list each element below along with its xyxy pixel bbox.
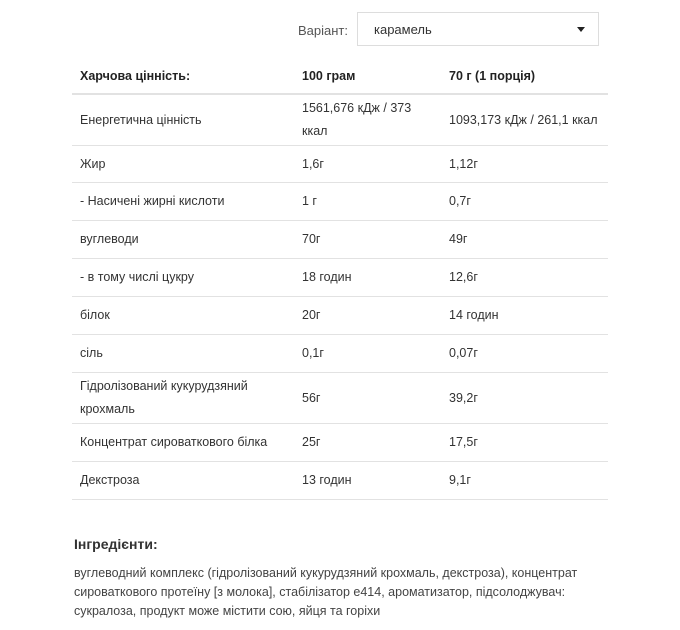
header-per-portion: 70 г (1 порція) [449,69,536,83]
table-row [72,259,608,297]
row-name: Декстроза [72,462,294,500]
row-per-portion: 1,12г [441,146,608,183]
row-per-portion: 12,6г [441,259,608,297]
table-row [72,146,608,183]
row-per-100g: 1,6г [294,146,441,183]
row-per-100g: 0,1г [294,335,441,373]
variant-selected-value: карамель [374,22,432,37]
ingredients-title: Інгредієнти: [74,536,158,552]
row-per-portion: 1093,173 кДж / 261,1 ккал [441,94,608,146]
row-per-100g: 1 г [294,183,441,221]
table-row [72,373,608,424]
ingredients-text: вуглеводний комплекс (гідролізований кукурудзяний крохмаль, декстроза), концентрат сироваткового протеїну [з молока], стабілізатор е414, ароматизатор, підсолоджувач: сукралоза, продукт може містити сою, яйця та горіхи [74,566,578,618]
row-name: вуглеводи [72,221,294,259]
header-nutrition: Харчова цінність: [80,69,191,83]
variant-label: Варіант: [298,23,348,38]
row-per-portion: 17,5г [441,424,608,462]
row-name: сіль [72,335,294,373]
row-per-100g: 13 годин [294,462,441,500]
table-row [72,94,608,146]
row-per-portion: 14 годин [441,297,608,335]
row-name: білок [72,297,294,335]
variant-select[interactable] [357,12,599,46]
row-per-100g: 25г [294,424,441,462]
row-per-100g: 70г [294,221,441,259]
row-per-100g: 20г [294,297,441,335]
row-per-portion: 9,1г [441,462,608,500]
table-row [72,297,608,335]
row-name: - Насичені жирні кислоти [72,183,294,221]
row-per-portion: 39,2г [441,373,608,424]
table-header-row [72,60,608,94]
row-per-100g: 18 годин [294,259,441,297]
table-row [72,183,608,221]
row-name: - в тому числі цукру [72,259,294,297]
chevron-down-icon [577,27,585,32]
table-row [72,335,608,373]
row-per-portion: 0,7г [441,183,608,221]
row-name: Концентрат сироваткового білка [72,424,294,462]
row-per-100g: 1561,676 кДж / 373 ккал [294,94,441,146]
nutrition-table [72,60,608,500]
row-per-100g: 56г [294,373,441,424]
table-row [72,462,608,500]
row-per-portion: 0,07г [441,335,608,373]
row-name: Гідролізований кукурудзяний крохмаль [72,373,294,424]
header-per-100g: 100 грам [302,69,356,83]
row-name: Енергетична цінність [72,94,294,146]
row-per-portion: 49г [441,221,608,259]
table-row [72,424,608,462]
row-name: Жир [72,146,294,183]
table-row [72,221,608,259]
variant-row [0,12,680,48]
